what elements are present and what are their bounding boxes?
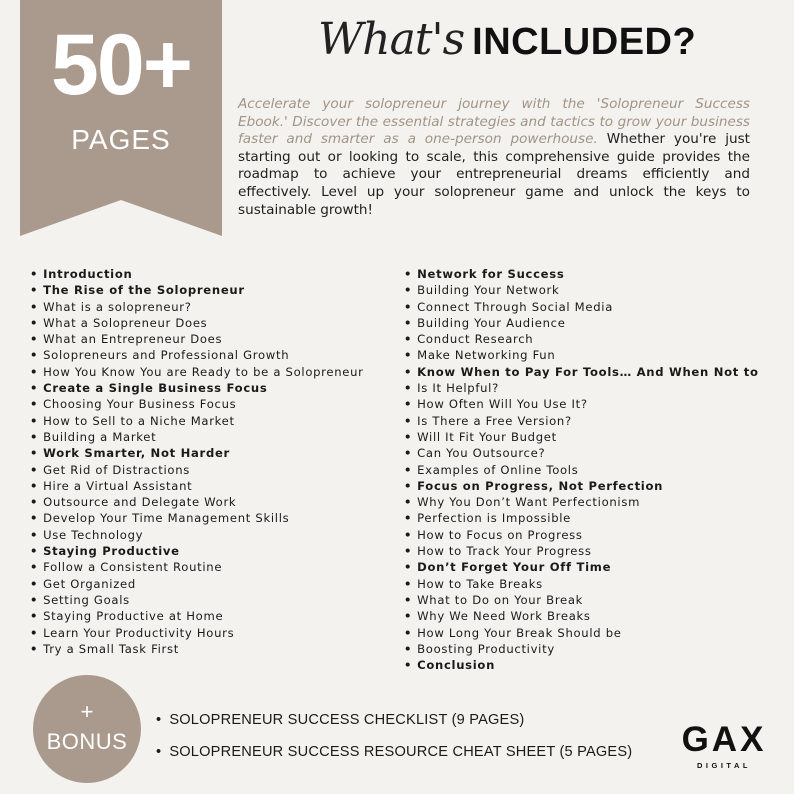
intro-body: Whether you're just starting out or looking to scale, this comprehensive guide provides the roadmap to achieve your entrepreneurial dreams efficiently and effectively. Level up your solopreneur game and unlock the keys to sustainable growth! (238, 131, 750, 218)
pages-label: PAGES (71, 124, 171, 155)
toc-item: • Learn Your Productivity Hours (30, 625, 400, 641)
toc-item: • Is It Helpful? (404, 380, 784, 396)
toc-item: • How to Take Breaks (404, 576, 784, 592)
toc-item: • Is There a Free Version? (404, 413, 784, 429)
toc-item: • Get Rid of Distractions (30, 462, 400, 478)
logo-subtitle: DIGITAL (697, 761, 751, 770)
bonus-label: BONUS (46, 729, 128, 754)
toc-item: • How to Focus on Progress (404, 527, 784, 543)
toc-item: • Use Technology (30, 527, 400, 543)
toc-item: • How to Track Your Progress (404, 543, 784, 559)
bonus-plus: + (80, 699, 94, 724)
toc-item: • Develop Your Time Management Skills (30, 510, 400, 526)
toc-item: • Don’t Forget Your Off Time (404, 559, 784, 575)
toc-item: • How You Know You are Ready to be a Solopreneur (30, 364, 400, 380)
toc-item: • Boosting Productivity (404, 641, 784, 657)
title-script: What's (318, 14, 465, 65)
toc-item: • Create a Single Business Focus (30, 380, 400, 396)
bonus-list (156, 704, 632, 768)
toc-item: • Choosing Your Business Focus (30, 396, 400, 412)
toc-left-column (30, 266, 400, 657)
toc-item: • Building Your Audience (404, 315, 784, 331)
toc-item: • Solopreneurs and Professional Growth (30, 347, 400, 363)
toc-item: • Know When to Pay For Tools… And When Not to (404, 364, 784, 380)
page-count: 50+ (51, 17, 191, 113)
toc-item: • What an Entrepreneur Does (30, 331, 400, 347)
toc-item: • Conclusion (404, 657, 784, 673)
toc-item: • Try a Small Task First (30, 641, 400, 657)
toc-item: • Follow a Consistent Routine (30, 559, 400, 575)
toc-item: • Can You Outsource? (404, 445, 784, 461)
toc-right-column (404, 266, 784, 673)
bonus-badge (33, 675, 141, 783)
toc-item: • How Often Will You Use It? (404, 396, 784, 412)
intro-highlight: Accelerate your solopreneur journey with the 'Solopreneur Success Ebook.' Discover the essential strategies and tactics to grow your business faster and smarter as a one-person powerhouse. (238, 96, 750, 148)
toc-item: • Perfection is Impossible (404, 510, 784, 526)
intro-paragraph (238, 96, 750, 219)
toc-item: • Focus on Progress, Not Perfection (404, 478, 784, 494)
brand-logo (676, 722, 772, 770)
logo-name: GAX (681, 720, 767, 759)
toc-item: • Work Smarter, Not Harder (30, 445, 400, 461)
toc-item: • Why We Need Work Breaks (404, 608, 784, 624)
toc-item: • How Long Your Break Should be (404, 625, 784, 641)
toc-item: • What to Do on Your Break (404, 592, 784, 608)
toc-item: • Conduct Research (404, 331, 784, 347)
toc-item: • What a Solopreneur Does (30, 315, 400, 331)
toc-item: • Network for Success (404, 266, 784, 282)
toc-item: • Staying Productive (30, 543, 400, 559)
toc-item: • Get Organized (30, 576, 400, 592)
toc-item: • Make Networking Fun (404, 347, 784, 363)
pages-banner (20, 0, 222, 236)
bonus-item: • SOLOPRENEUR SUCCESS CHECKLIST (9 PAGES) (156, 704, 632, 736)
toc-item: • Hire a Virtual Assistant (30, 478, 400, 494)
toc-item: • Setting Goals (30, 592, 400, 608)
toc-item: • Building a Market (30, 429, 400, 445)
toc-item: • Building Your Network (404, 282, 784, 298)
toc-item: • Staying Productive at Home (30, 608, 400, 624)
toc-item: • Introduction (30, 266, 400, 282)
page-title (318, 14, 696, 94)
title-bold: INCLUDED? (472, 21, 697, 63)
toc-item: • Why You Don’t Want Perfectionism (404, 494, 784, 510)
toc-item: • Outsource and Delegate Work (30, 494, 400, 510)
toc-item: • Examples of Online Tools (404, 462, 784, 478)
toc-item: • Will It Fit Your Budget (404, 429, 784, 445)
toc-item: • How to Sell to a Niche Market (30, 413, 400, 429)
bonus-item: • SOLOPRENEUR SUCCESS RESOURCE CHEAT SHEET (5 PAGES) (156, 736, 632, 768)
toc-item: • What is a solopreneur? (30, 299, 400, 315)
toc-item: • The Rise of the Solopreneur (30, 282, 400, 298)
toc-item: • Connect Through Social Media (404, 299, 784, 315)
